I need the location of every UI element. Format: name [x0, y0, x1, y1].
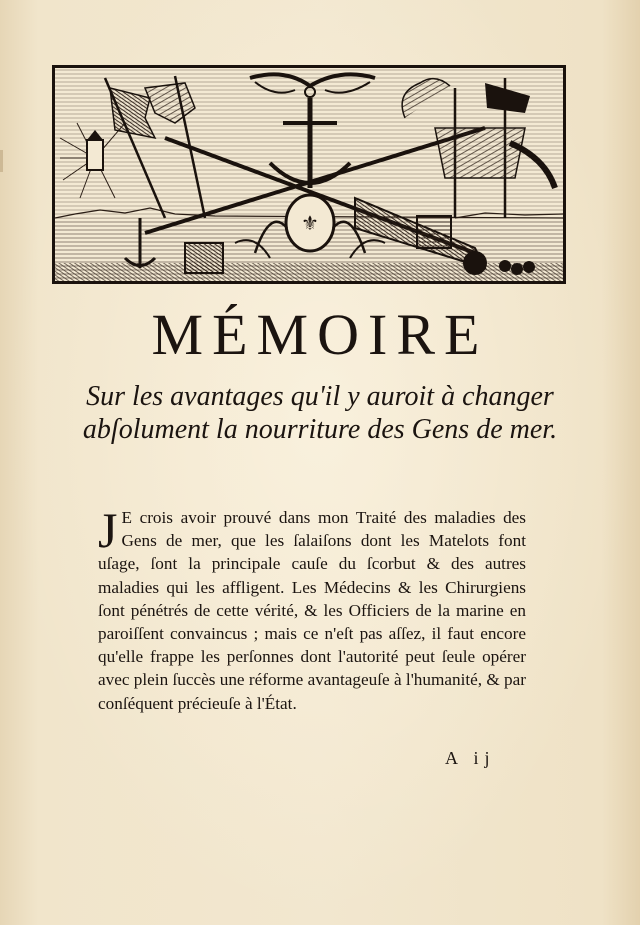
body-paragraph	[98, 502, 526, 715]
signature-mark: A ij	[445, 748, 496, 768]
page-subtitle: Sur les avantages qu'il y auroit à changer abſolument la nourriture des Gens de mer.	[82, 381, 558, 445]
engraved-vignette	[52, 65, 566, 284]
page-title: MÉMOIRE	[151, 302, 489, 367]
page-edge-mark	[0, 150, 3, 172]
body-text: E crois avoir prouvé dans mon Traité des maladies des Gens de mer, que les ſalaiſons dont les Matelots font uſage, ſont la principale cauſe du ſcorbut & des autres maladies qui les affligent. Les Médecins & les Chirurgiens ſont pénétrés de cette vérité, & les Officiers de la marine en paroiſſent convaincus ; mais ce n'eſt pas aſſez, il faut encore qu'elle frappe les perſonnes dont l'autorité peut ſeule opérer avec plein ſuccès une réforme avantageuſe à l'humanité, & par conſéquent précieuſe à l'État.	[98, 508, 526, 713]
drop-cap: J	[98, 502, 118, 558]
naval-trophy-engraving-icon	[55, 68, 563, 281]
svg-text:⚜: ⚜	[301, 211, 319, 235]
